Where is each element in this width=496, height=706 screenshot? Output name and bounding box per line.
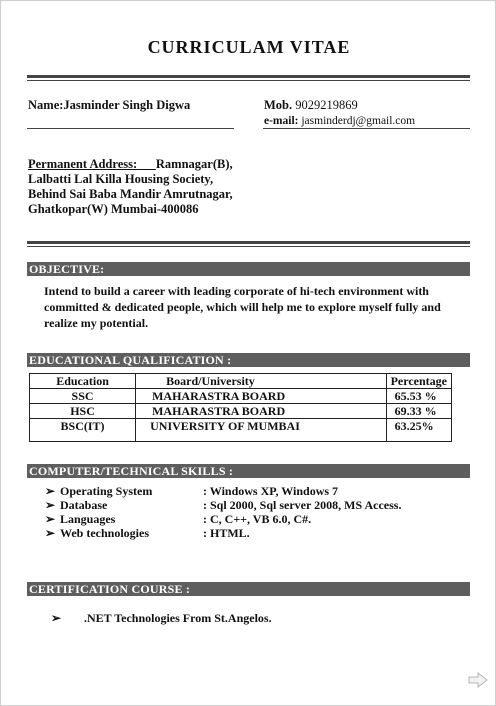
table-cell: MAHARASTRA BOARD <box>136 404 386 419</box>
email-label: e-mail: jasminderdj@gmail.com <box>264 115 416 127</box>
education-table <box>29 373 452 442</box>
name-underline <box>27 128 234 129</box>
table-cell: SSC <box>30 389 136 404</box>
bullet-arrow-icon: ➢ <box>45 512 56 526</box>
top-rule-thin <box>27 80 470 81</box>
bullet-arrow-icon: ➢ <box>45 526 56 540</box>
bullet-arrow-icon: ➢ <box>51 611 62 625</box>
list-item <box>45 512 465 526</box>
email-value[interactable]: jasminderdj@gmail.com <box>301 115 416 127</box>
mobile-label: Mob. 9029219869 <box>264 98 358 112</box>
skill-value: : Windows XP, Windows 7 <box>203 484 339 498</box>
skills-list <box>45 484 465 540</box>
objective-heading: OBJECTIVE: <box>27 262 470 276</box>
certification-item: .NET Technologies From St.Angelos. <box>84 611 272 625</box>
table-cell: 69.33 % <box>386 404 451 419</box>
table-row <box>30 419 452 442</box>
bullet-arrow-icon: ➢ <box>45 484 56 498</box>
skill-value: : Sql 2000, Sql server 2008, MS Access. <box>203 498 402 512</box>
column-header: Board/University <box>136 374 386 389</box>
skill-name: Web technologies <box>60 526 149 540</box>
address-line-1: Permanent Address: Ramnagar(B), <box>28 157 233 171</box>
objective-text: Intend to build a career with leading corporate of hi-tech environment with committed & dedicated people, which will help me to explore myself fully and realize my potential. <box>44 284 441 330</box>
address-line-3: Behind Sai Baba Mandir Amrutnagar, <box>28 187 233 201</box>
email-underline <box>263 128 470 129</box>
mobile-value: 9029219869 <box>295 98 358 112</box>
address-line-2: Lalbatti Lal Killa Housing Society, <box>28 172 214 186</box>
top-rule <box>27 75 470 78</box>
document-title: CURRICULAM VITAE <box>147 37 351 57</box>
table-header-row <box>30 374 452 389</box>
table-cell: UNIVERSITY OF MUMBAI <box>136 419 386 442</box>
list-item <box>45 498 465 512</box>
table-cell: HSC <box>30 404 136 419</box>
skill-name: Languages <box>60 512 116 526</box>
certification-heading: CERTIFICATION COURSE : <box>27 582 470 596</box>
list-item <box>45 484 465 498</box>
table-cell: 63.25% <box>386 419 451 442</box>
next-arrow-icon[interactable] <box>467 671 489 689</box>
list-item <box>45 526 465 540</box>
mid-rule-thin <box>27 246 470 247</box>
bullet-arrow-icon: ➢ <box>45 498 56 512</box>
table-row <box>30 404 452 419</box>
skills-heading: COMPUTER/TECHNICAL SKILLS : <box>27 464 470 478</box>
column-header: Education <box>30 374 136 389</box>
table-cell: MAHARASTRA BOARD <box>136 389 386 404</box>
table-row <box>30 389 452 404</box>
address-line-4: Ghatkopar(W) Mumbai-400086 <box>28 202 199 216</box>
column-header: Percentage <box>386 374 451 389</box>
table-cell: BSC(IT) <box>30 419 136 442</box>
skill-value: : HTML. <box>203 526 250 540</box>
skill-name: Database <box>60 498 108 512</box>
education-heading: EDUCATIONAL QUALIFICATION : <box>27 353 470 367</box>
skill-value: : C, C++, VB 6.0, C#. <box>203 512 312 526</box>
table-cell: 65.53 % <box>386 389 451 404</box>
name-label: Name:Jasminder Singh Digwa <box>28 98 191 112</box>
skill-name: Operating System <box>60 484 153 498</box>
address-label: Permanent Address: <box>28 157 138 171</box>
mid-rule <box>27 241 470 244</box>
